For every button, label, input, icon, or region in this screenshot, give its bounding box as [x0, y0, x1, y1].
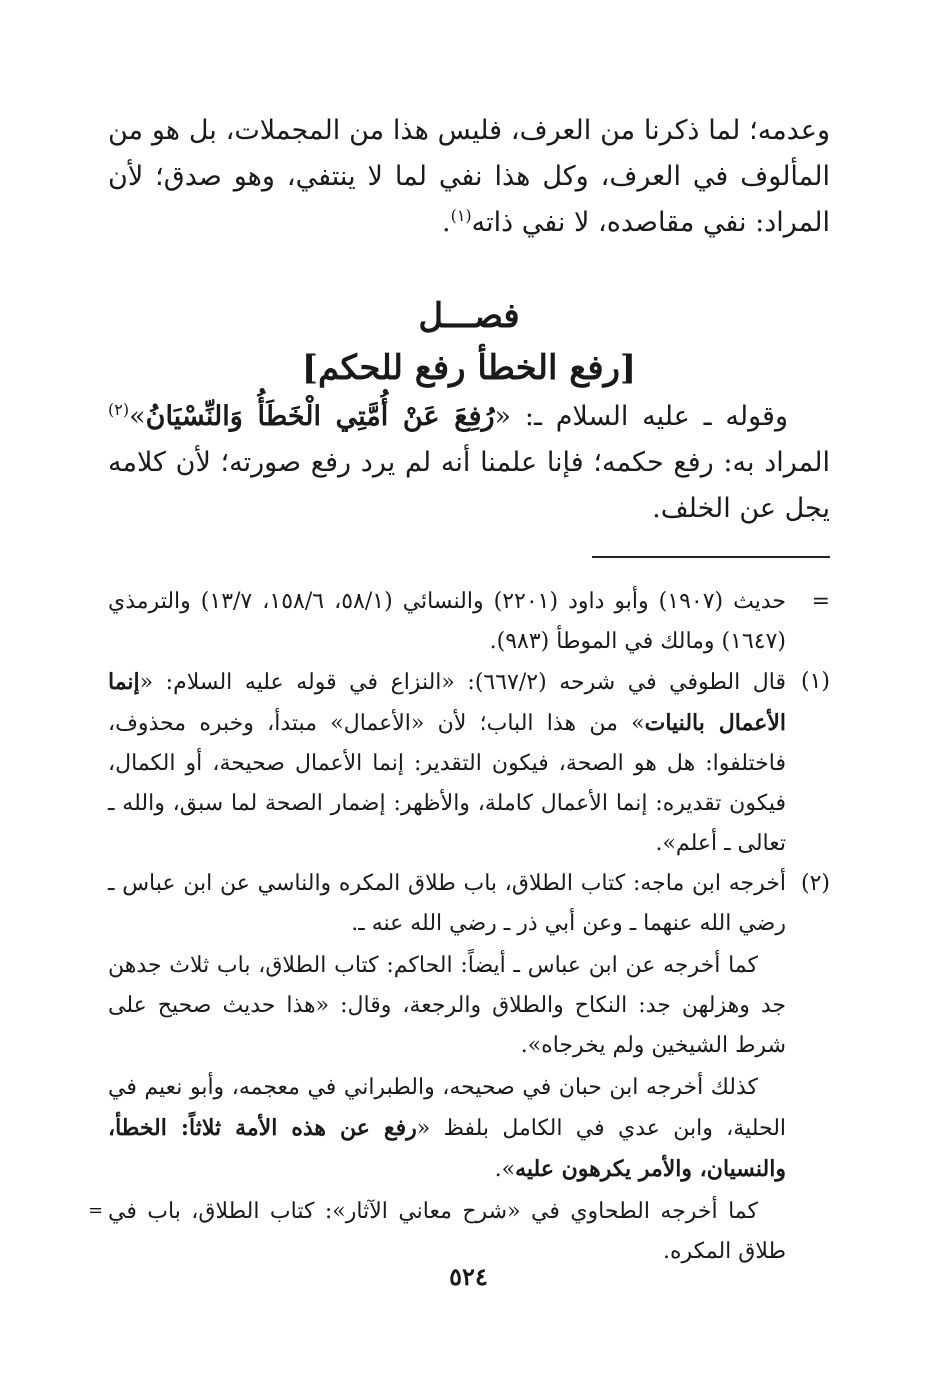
footnote-2: (٢) أخرجه ابن ماجه: كتاب الطلاق، باب طلاق المكره والناسي عن ابن عباس ـ رضي الله عنهما ـ وعن أبي ذر ـ رضي الله عنه ـ. كما أخرجه عن ابن عباس ـ أيضاً: الحاكم: كتاب الطلاق، باب ثلاث جدهن جد وهزلهن جد: النكاح والطلاق والرجعة، وقال: «هذا حديث صحيح على شرط الشيخين ولم يخرجاه». كذلك أخرجه ابن حبان في صحيحه، والطبراني في معجمه، وأبو نعيم في الحلية، وابن عدي في الكامل بلفظ «رفع عن هذه الأمة ثلاثاً: الخطأ، والنسيان، والأمر يكرهون عليه». كما أخرجه الطحاوي في «شرح معاني الآثار»: كتاب الطلاق، باب في طلاق المكره.: [108, 864, 830, 1272]
paragraph-1: وعدمه؛ لما ذكرنا من العرف، فليس هذا من المجملات، بل هو من المألوف في العرف، وكل هذا نفي لما لا ينتفي، وهو صدق؛ لأن المراد: نفي مقاصده، لا نفي ذاته$^{(١)}$.: [108, 115, 830, 238]
main-text: [108, 108, 830, 532]
footnote-carryover: = حديث (١٩٠٧) وأبو داود (٢٢٠١) والنسائي (٥٨/١، ١٥٨/٦، ١٣/٧) والترمذي (١٦٤٧) ومالك في الموطأ (٩٨٣).: [108, 582, 830, 662]
footnote-separator: [592, 556, 830, 558]
footnote-1-mark: (١): [800, 669, 830, 694]
page-content: [108, 108, 830, 1272]
footnote-2-mark: (٢): [800, 871, 830, 896]
hadith-quote: رُفِعَ عَنْ أُمَّتِي الْخَطَأُ وَالنِّسْيَانُ: [145, 401, 495, 432]
page-number: ٥٢٤: [449, 1262, 488, 1291]
section-heading: [108, 290, 830, 394]
paragraph-2: وقوله ـ عليه السلام ـ: «رُفِعَ عَنْ أُمَّتِي الْخَطَأُ وَالنِّسْيَانُ»$^{(٢)}$ المراد به: رفع حكمه؛ فإنا علمنا أنه لم يرد رفع صورته؛ لأن كلامه يجل عن الخلف.: [108, 400, 830, 524]
footnote-1: (١) قال الطوفي في شرحه (٦٦٧/٢): «النزاع في قوله عليه السلام: «إنما الأعمال بالنيات» من هذا الباب؛ لأن «الأعمال» مبتدأ، وخبره محذوف، فاختلفوا: هل هو الصحة، فيكون التقدير: إنما الأعمال صحيحة، أو الكمال، فيكون تقديره: إنما الأعمال كاملة، والأظهر: إضمار الصحة لما سبق، والله ـ تعالى ـ أعلم».: [108, 662, 830, 864]
continuation-mark: =: [88, 1200, 104, 1221]
footnote-ref-2[interactable]: (٢): [108, 400, 130, 419]
carryover-mark: =: [811, 589, 830, 614]
footnote-ref-1[interactable]: (١): [450, 206, 472, 225]
section-title: فصـــل: [418, 296, 520, 336]
section-subtitle: [رفع الخطأ رفع للحكم]: [301, 348, 637, 388]
footnotes: [108, 582, 830, 1272]
